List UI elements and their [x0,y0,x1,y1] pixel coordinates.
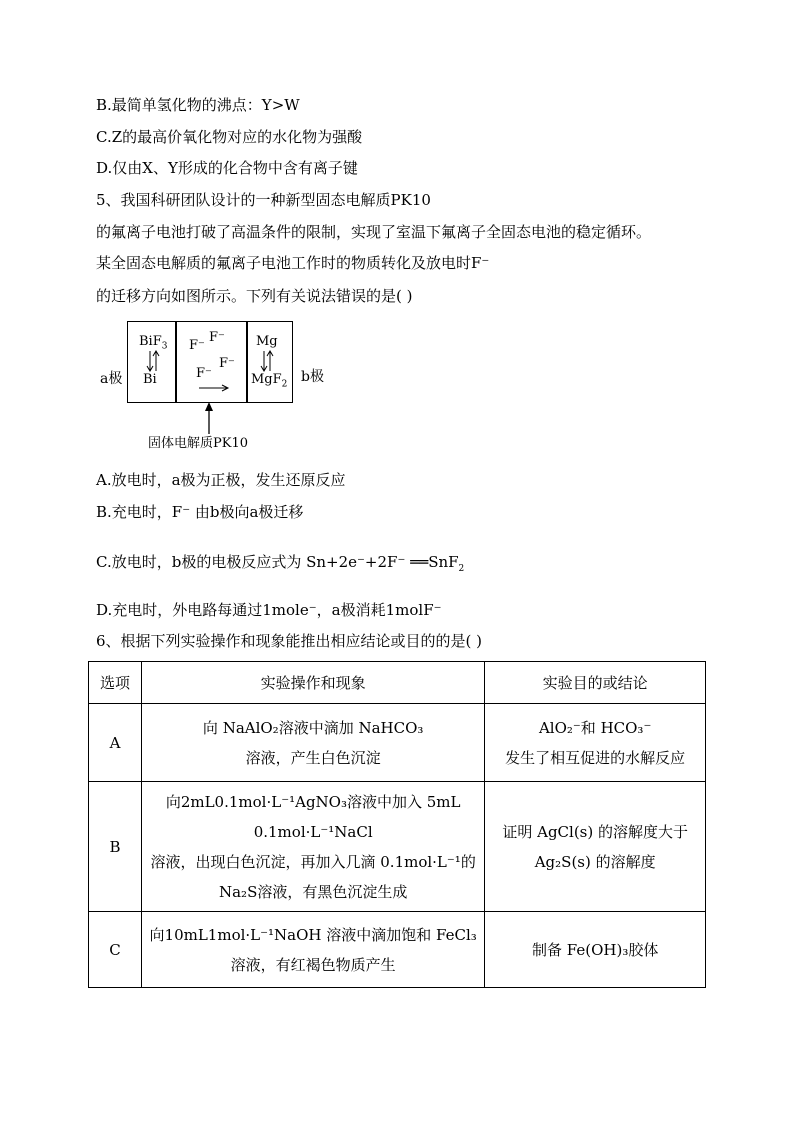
row-option: A [89,704,142,782]
mg-label: Mg [256,334,278,349]
bif3-label: BiF$_3$ [139,334,168,352]
row-operation: 向2mL0.1mol·L⁻¹AgNO₃溶液中加入 5mL 0.1mol·L⁻¹NaCl 溶液，出现白色沉淀，再加入几滴 0.1mol·L⁻¹的 Na₂S溶液，有黑色沉淀生成 [141,782,484,912]
q5-stem-line3: 某全固态电解质的氟离子电池工作时的物质转化及放电时F⁻ [96,254,490,272]
q5-option-d: D.充电时，外电路每通过1mole⁻，a极消耗1molF⁻ [96,601,442,619]
row-conclusion: 证明 AgCl(s) 的溶解度大于 Ag₂S(s) 的溶解度 [485,782,706,912]
right-electrode-label: b极 [301,369,324,385]
left-divider [175,321,177,403]
row-conclusion: AlO₂⁻和 HCO₃⁻ 发生了相互促进的水解反应 [485,704,706,782]
electrolyte-label: 固体电解质PK10 [148,436,249,451]
row-operation: 向10mL1mol·L⁻¹NaOH 溶液中滴加饱和 FeCl₃ 溶液，有红褐色物质产生 [141,912,484,988]
q5-option-c: C.放电时，b极的电极反应式为 Sn+2e⁻+2F⁻ ══SnF$_2$ [96,553,465,574]
table-row [89,704,706,782]
left-conversion-arrows [146,350,160,372]
mgf2-label: MgF$_2$ [251,372,288,390]
fluoride-ion-3: F⁻ [219,356,235,371]
row-option: B [89,782,142,912]
q5-option-b: B.充电时，F⁻ 由b极向a极迁移 [96,503,304,521]
q5-stem-line4: 的迁移方向如图所示。下列有关说法错误的是( ) [96,287,413,305]
right-conversion-arrows [260,350,274,372]
option-c-prev: C.Z的最高价氧化物对应的水化物为强酸 [96,128,363,146]
table-row [89,912,706,988]
option-d-prev: D.仅由X、Y形成的化合物中含有离子键 [96,159,358,177]
experiment-table [88,661,706,988]
migration-arrow-icon [198,383,230,393]
right-divider [246,321,248,403]
header-option: 选项 [89,662,142,704]
q5-option-a: A.放电时，a极为正极，发生还原反应 [96,471,346,489]
header-conclusion: 实验目的或结论 [485,662,706,704]
q6-stem: 6、根据下列实验操作和现象能推出相应结论或目的的是( ) [96,632,483,650]
table-header-row [89,662,706,704]
option-b-prev: B.最简单氢化物的沸点：Y>W [96,96,300,114]
row-option: C [89,912,142,988]
row-operation: 向 NaAlO₂溶液中滴加 NaHCO₃ 溶液，产生白色沉淀 [141,704,484,782]
fluoride-ion-4: F⁻ [196,366,212,381]
bi-label: Bi [143,372,157,387]
row-conclusion: 制备 Fe(OH)₃胶体 [485,912,706,988]
electrolyte-pointer-arrow [203,401,215,435]
q5-stem-line2: 的氟离子电池打破了高温条件的限制，实现了室温下氟离子全固态电池的稳定循环。 [96,223,652,241]
fluoride-ion-1: F⁻ [189,338,205,353]
table-row [89,782,706,912]
header-operation: 实验操作和现象 [141,662,484,704]
q5-stem-line1: 5、我国科研团队设计的一种新型固态电解质PK10 [96,191,431,209]
fluoride-ion-2: F⁻ [209,330,225,345]
left-electrode-label: a极 [100,371,123,387]
